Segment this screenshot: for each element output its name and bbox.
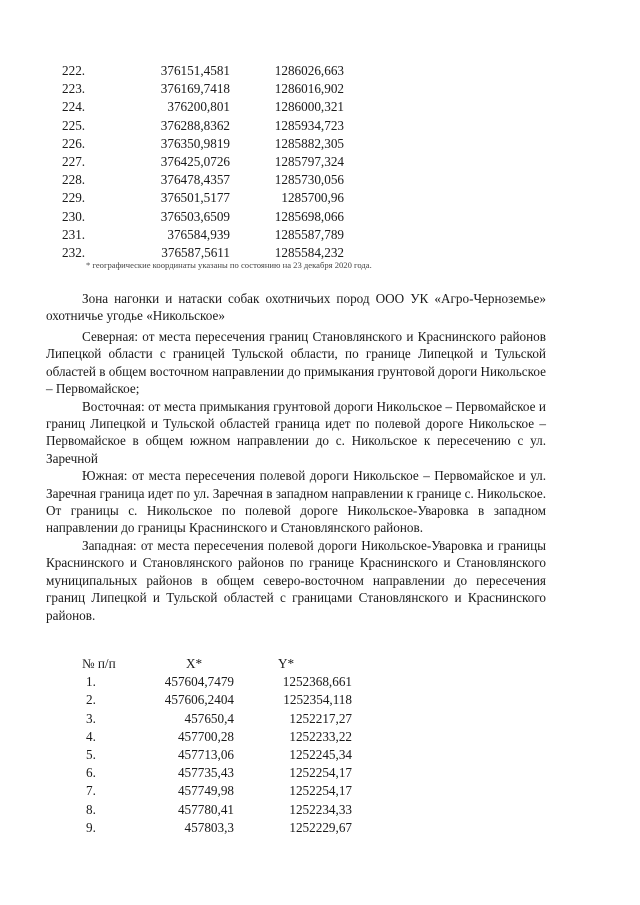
coord-x: 457780,41 [177, 801, 234, 817]
coord-y: 1285584,232 [274, 244, 344, 260]
boundary-west: Западная: от места пересечения полевой дороги Никольское-Уваровка и границы Краснинского и Становлянского районов по границе Краснинского и Становлянского муниципальных районов в общем северо-восточном направлении до пересечения границ Липецкой и Тульской областей с границами Становлянского и Краснинского районов. [46, 537, 546, 623]
coord-x: 457803,3 [184, 819, 234, 835]
coord-y: 1252233,22 [289, 728, 352, 744]
coord-x: 376169,7418 [160, 81, 230, 97]
coord-y: 1252245,34 [289, 746, 352, 762]
row-number: 230. [62, 208, 86, 224]
row-number: 231. [62, 226, 86, 242]
row-number: 8. [86, 801, 96, 817]
coord-y: 1285700,96 [281, 190, 344, 206]
row-number: 6. [86, 765, 96, 781]
coord-y: 1286000,321 [274, 99, 344, 115]
zone-title: Зона нагонки и натаски собак охотничьих пород ООО УК «Агро-Черноземье» охотничье угодье «Никольское» [46, 291, 546, 324]
coord-y: 1285587,789 [274, 226, 344, 242]
coord-x: 376425,0726 [160, 153, 230, 169]
coord-x: 376151,4581 [160, 63, 230, 78]
row-number: 228. [62, 172, 86, 188]
row-number: 225. [62, 117, 86, 133]
coord-y: 1252234,33 [289, 801, 352, 817]
coord-y: 1252354,118 [283, 692, 352, 708]
coord-y: 1285730,056 [274, 172, 344, 188]
coord-x: 376501,5177 [160, 190, 230, 206]
coord-y: 1252368,661 [282, 674, 352, 690]
coord-x: 457606,2404 [164, 692, 234, 708]
boundary-description [46, 328, 546, 624]
row-number: 7. [86, 783, 96, 799]
row-number: 1. [86, 674, 96, 690]
coord-x: 376587,5611 [161, 244, 230, 260]
row-number: 224. [62, 99, 86, 115]
coord-x: 376288,8362 [160, 117, 230, 133]
boundary-north: Северная: от места пересечения границ Становлянского и Краснинского районов Липецкой области с границей Тульской области, по границе Липецкой и Тульской областей в общем восточном направлении до примыкания грунтовой дороги Никольское – Первомайское; [46, 329, 546, 397]
coord-x: 457604,7479 [164, 674, 234, 690]
coord-y: 1285797,324 [274, 153, 344, 169]
header-number: № п/п [82, 656, 116, 671]
coord-y: 1286026,663 [274, 63, 344, 78]
coord-x: 376200,801 [167, 99, 230, 115]
row-number: 4. [86, 728, 96, 744]
row-number: 223. [62, 81, 86, 97]
boundary-east: Восточная: от места примыкания грунтовой дороги Никольское – Первомайское и границ Липецкой и Тульской областей граница идет по полевой дороге Никольское – Первомайское в общем южном направлении до с. Никольское к пересечению с ул. Заречной [46, 398, 546, 466]
coord-y: 1252254,17 [289, 783, 352, 799]
coord-x: 457713,06 [177, 746, 234, 762]
coord-y: 1285934,723 [274, 117, 344, 133]
coord-y: 1285882,305 [274, 135, 344, 151]
coord-x: 376478,4357 [160, 172, 230, 188]
coord-x: 376584,939 [167, 226, 230, 242]
coord-x: 457650,4 [184, 710, 234, 726]
coord-x: 457749,98 [177, 783, 234, 799]
header-y: Y* [278, 656, 295, 671]
row-number: 2. [86, 692, 96, 708]
row-number: 222. [62, 63, 86, 78]
row-number: 9. [86, 819, 96, 835]
coord-y: 1252229,67 [289, 819, 352, 835]
coord-y: 1252217,27 [289, 710, 352, 726]
row-number: 232. [62, 244, 86, 260]
boundary-south: Южная: от места пересечения полевой дороги Никольское – Первомайское и ул. Заречная граница идет по ул. Заречная в западном направлении к границе с. Никольское. От границы с. Никольское по полевой дороге Никольское-Уваровка в западном направлении до границы Краснинского и Становлянского районов. [46, 468, 546, 536]
row-number: 226. [62, 135, 86, 151]
coord-x: 457735,43 [177, 765, 234, 781]
zone-title-block [46, 290, 546, 325]
coord-x: 376503,6509 [160, 208, 230, 224]
coord-y: 1286016,902 [274, 81, 344, 97]
row-number: 229. [62, 190, 86, 206]
coord-x: 376350,9819 [160, 135, 230, 151]
coord-y: 1285698,066 [274, 208, 344, 224]
coord-y: 1252254,17 [289, 765, 352, 781]
coordinates-footnote: * географические координаты указаны по состоянию на 23 декабря 2020 года. [86, 260, 372, 270]
coord-x: 457700,28 [177, 728, 234, 744]
row-number: 3. [86, 710, 96, 726]
row-number: 5. [86, 746, 96, 762]
row-number: 227. [62, 153, 86, 169]
header-x: X* [186, 656, 203, 671]
